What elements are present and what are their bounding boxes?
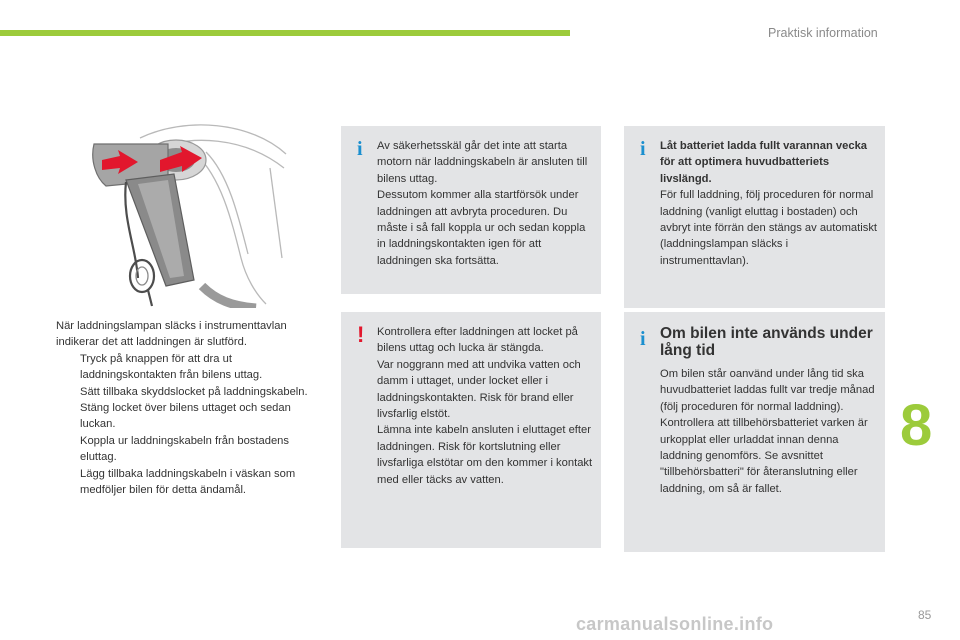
header-accent-bar	[0, 30, 570, 36]
list-item: Lägg tillbaka laddningskabeln i väskan som medföljer bilen för detta ändamål.	[80, 467, 296, 497]
watermark: carmanualsonline.info	[576, 614, 774, 634]
safety-info-panel	[341, 126, 601, 294]
info-icon: i	[640, 138, 646, 160]
list-item: Stäng locket över bilens uttaget och sedan luckan.	[80, 402, 291, 431]
unused-vehicle-panel	[624, 312, 885, 552]
section-title: Praktisk information	[768, 26, 878, 40]
steps-list	[56, 351, 326, 499]
warning-icon: !	[357, 322, 365, 347]
unused-vehicle-text: Om bilen inte används under lång tid Om bilen står oanvänd under lång tid ska huvudbatteriet laddas fullt var tredje månad (följ proceduren för normal laddning). Kontrollera att tillbehörsbatteriet varken är urkopplat eller urladdat innan denna laddning genomförs. Se avsnittet "tillbehörsbatteri" för återanslutning eller laddning, om så är fallet.	[660, 325, 879, 497]
info-icon: i	[357, 138, 363, 160]
info-icon: i	[640, 328, 646, 350]
list-item: Koppla ur laddningskabeln från bostadens eluttag.	[80, 434, 289, 464]
battery-info-text: Låt batteriet ladda fullt varannan vecka för att optimera huvudbatteriets livslängd. För full laddning, följ proceduren för normal laddning (vanligt eluttag i bostaden) och avbryt inte förrän den stängs av automatiskt (laddningslampan släcks i instrumenttavlan).	[660, 140, 878, 267]
chapter-number: 8	[900, 393, 933, 458]
warning-text: Kontrollera efter laddningen att locket på bilens uttag och lucka är stängda. Var noggrann med att undvika vatten och damm i uttaget, under locket eller i laddningskontakten. Risk för brand eller livsfarlig elstöt. Lämna inte kabeln ansluten i eluttaget efter laddningen. Risk för kortslutning eller livsfarliga elstötar om den kommer i kontakt med eller täcks av vatten.	[377, 326, 593, 486]
safety-info-text: Av säkerhetsskäl går det inte att starta motorn när laddningskabeln är ansluten till bilens uttag. Dessutom kommer alla startförsök under laddningen att avbryta proceduren. Du måste i så fall koppla ur och sedan koppla in laddningskontakten igen för att laddningen ska fortsätta.	[377, 140, 588, 267]
list-item: Tryck på knappen för att dra ut laddningskontakten från bilens uttag.	[80, 352, 263, 382]
list-item: Sätt tillbaka skyddslocket på laddningskabeln.	[80, 385, 308, 398]
unplug-instructions	[56, 318, 326, 498]
charging-plug-illustration	[56, 108, 290, 308]
panel-heading: Om bilen inte används under lång tid	[660, 325, 873, 359]
page-number: 85	[918, 608, 932, 622]
battery-info-panel	[624, 126, 885, 308]
warning-panel	[341, 312, 601, 548]
intro-text: När laddningslampan släcks i instrumenttavlan indikerar det att laddningen är slutförd.	[56, 320, 287, 349]
